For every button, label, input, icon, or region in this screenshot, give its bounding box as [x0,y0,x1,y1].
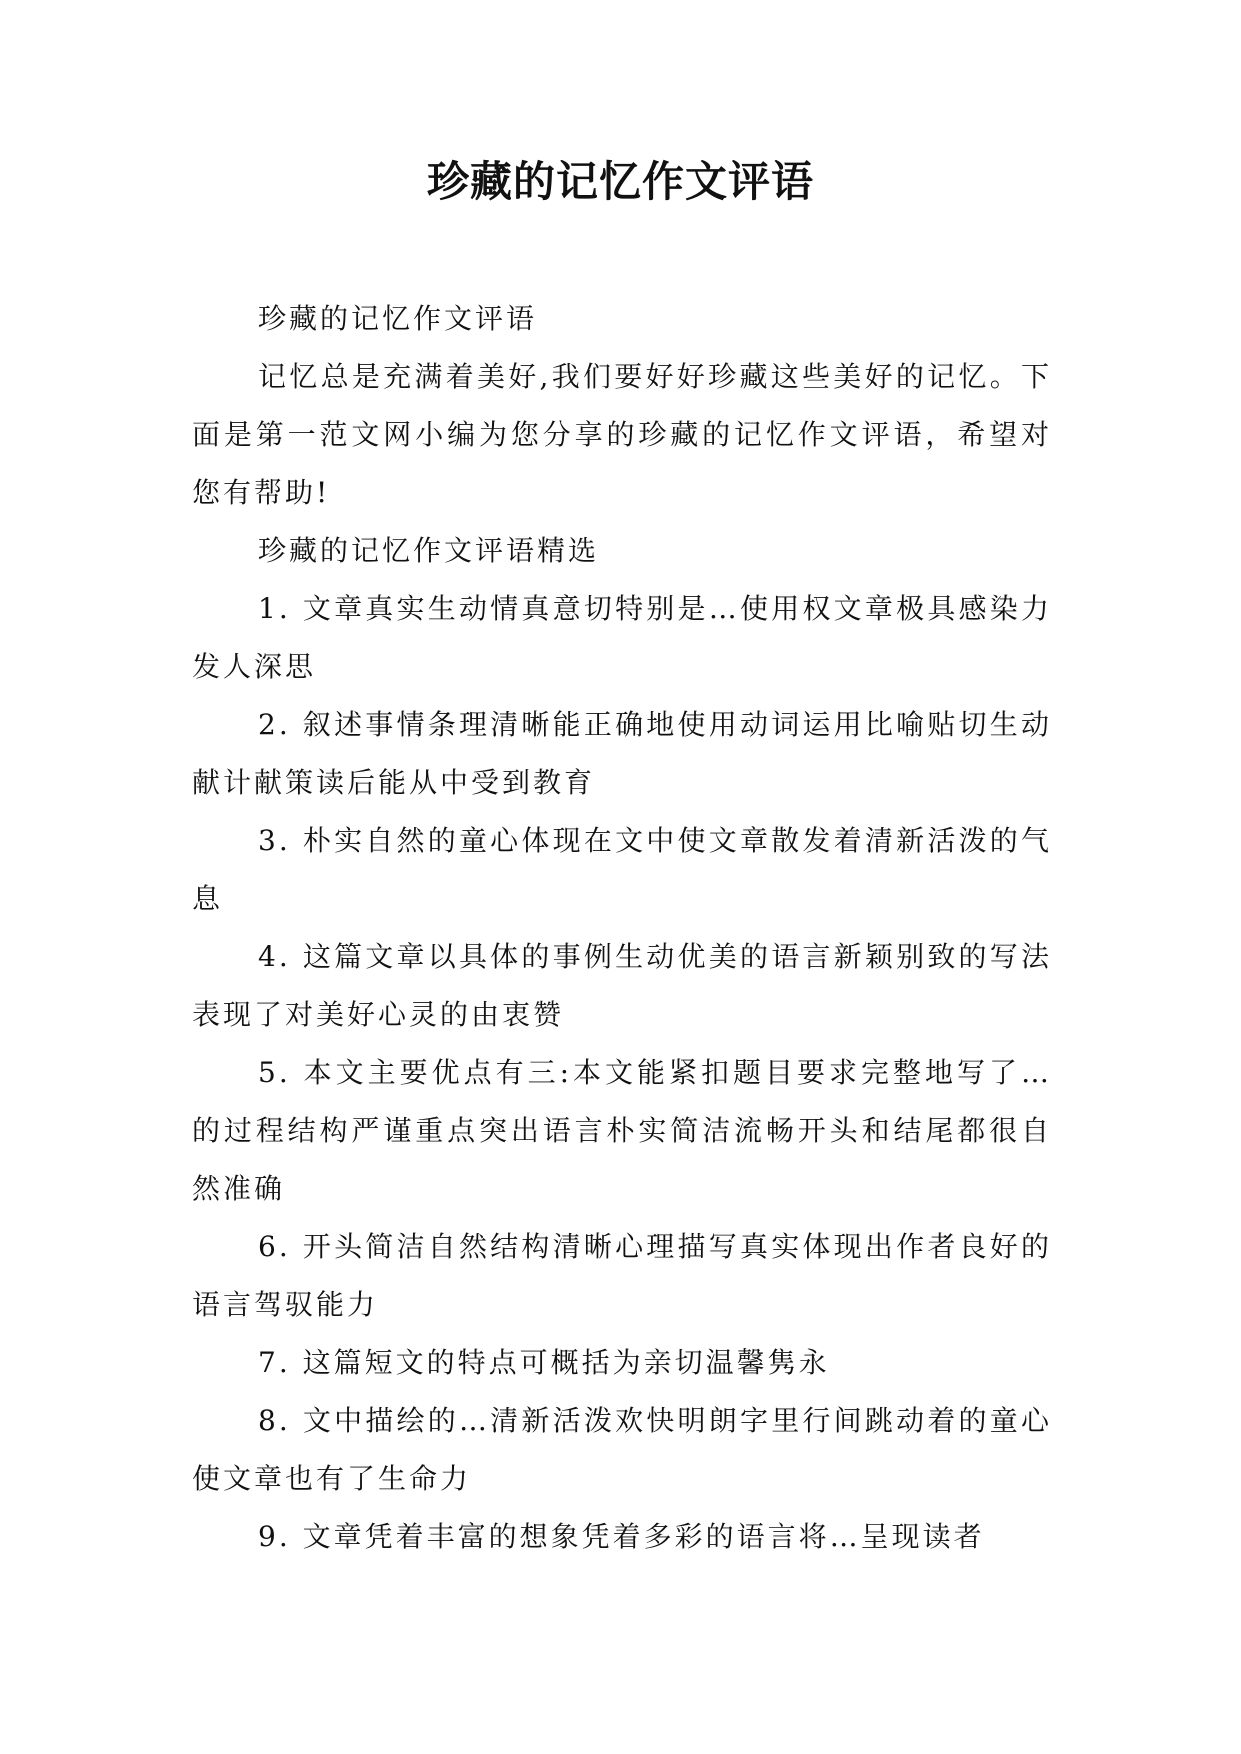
document-body [192,290,1052,1566]
comment-item-4: 4. 这篇文章以具体的事例生动优美的语言新颖别致的写法表现了对美好心灵的由衷赞 [192,940,1052,1031]
comment-item-9: 9. 文章凭着丰富的想象凭着多彩的语言将…呈现读者 [258,1520,985,1553]
comment-item-7: 7. 这篇短文的特点可概括为亲切温馨隽永 [258,1346,830,1379]
comment-item-8: 8. 文中描绘的…清新活泼欢快明朗字里行间跳动着的童心使文章也有了生命力 [192,1404,1052,1495]
paragraph-intro: 记忆总是充满着美好,我们要好好珍藏这些美好的记忆。下面是第一范文网小编为您分享的珍藏的记忆作文评语，希望对您有帮助! [192,360,1052,509]
paragraph-section-heading: 珍藏的记忆作文评语精选 [258,534,600,567]
comment-item-5: 5. 本文主要优点有三:本文能紧扣题目要求完整地写了…的过程结构严谨重点突出语言朴实简洁流畅开头和结尾都很自然准确 [192,1056,1052,1205]
comment-item-3: 3. 朴实自然的童心体现在文中使文章散发着清新活泼的气息 [192,824,1052,915]
paragraph-heading: 珍藏的记忆作文评语 [258,302,538,335]
comment-item-2: 2. 叙述事情条理清晰能正确地使用动词运用比喻贴切生动献计献策读后能从中受到教育 [192,708,1052,799]
comment-item-6: 6. 开头简洁自然结构清晰心理描写真实体现出作者良好的语言驾驭能力 [192,1230,1052,1321]
document-title: 珍藏的记忆作文评语 [426,157,814,206]
comment-item-1: 1. 文章真实生动情真意切特别是…使用权文章极具感染力发人深思 [192,592,1052,683]
